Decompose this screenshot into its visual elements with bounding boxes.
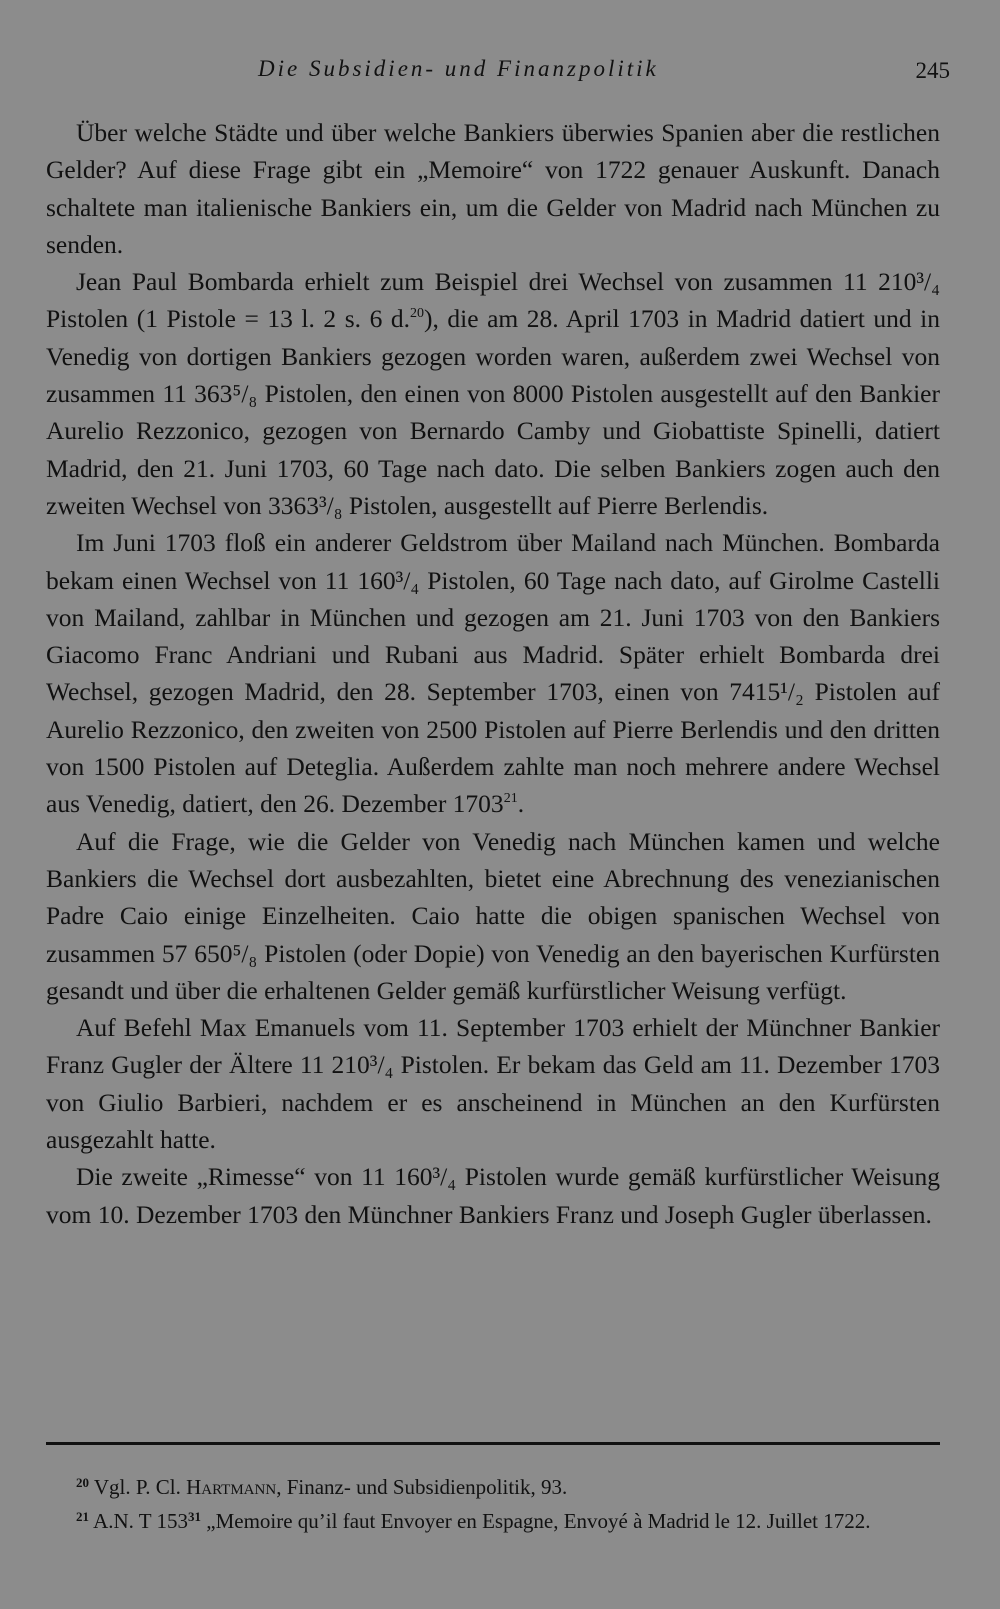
paragraph-text: Jean Paul Bombarda erhielt zum Beispiel drei Wechsel von zusammen 11 210³/₄ Pistolen (1 Pistole = 13 l. 2 s. 6 d.	[46, 267, 940, 334]
paragraph	[46, 114, 940, 263]
paragraph	[46, 1158, 940, 1233]
footnote-superscript: 31	[188, 1509, 201, 1524]
paragraph	[46, 823, 940, 1009]
footnote-number: 21	[76, 1509, 89, 1524]
footnote-text: „Memoire qu’il faut Envoyer en Espagne, Envoyé à Madrid le 12. Juillet 1722.	[206, 1509, 871, 1533]
footnote-item	[46, 1502, 940, 1536]
paragraph-text: Im Juni 1703 floß ein anderer Geldstrom über Mailand nach München. Bombarda bekam einen Wechsel von 11 160³/₄ Pistolen, 60 Tage nach dato, auf Girolme Castelli von Mailand, zahlbar in München und gezogen am 21. Juni 1703 von den Bankiers Giacomo Franc Andriani und Rubani aus Madrid. Später erhielt Bombarda drei Wechsel, gezogen Madrid, den 28. September 1703, einen von 7415¹/₂ Pistolen auf Aurelio Rezzonico, den zweiten von 2500 Pistolen auf Pierre Berlendis und den dritten von 1500 Pistolen auf Deteglia. Außerdem zahlte man noch mehrere andere Wechsel aus Venedig, datiert, den 26. Dezember 1703	[46, 528, 940, 819]
footnote-reference[interactable]: 21	[503, 791, 518, 807]
footnote-author: Hartmann	[186, 1475, 277, 1499]
page-number: 245	[915, 58, 950, 83]
footnote-item	[46, 1468, 940, 1502]
footnotes	[46, 1468, 940, 1536]
paragraph-text: Über welche Städte und über welche Bankiers überwies Spanien aber die restlichen Gelder? Auf diese Frage gibt ein „Memoire“ von 1722 genauer Auskunft. Danach schaltete man italienische Bankiers ein, um die Gelder von Madrid nach München zu senden.	[46, 118, 940, 259]
running-title: Die Subsidien- und Finanzpolitik	[258, 56, 659, 81]
paragraph-text: ), die am 28. April 1703 in Madrid datiert und in Venedig von dortigen Bankiers gezogen worden waren, außerdem zwei Wechsel von zusammen 11 363⁵/₈ Pistolen, den einen von 8000 Pistolen ausgestellt auf den Bankier Aurelio Rezzonico, gezogen von Bernardo Camby und Giobattiste Spinelli, datiert Madrid, den 21. Juni 1703, 60 Tage nach dato. Die selben Bankiers zogen auch den zweiten Wechsel von 3363³/₈ Pistolen, ausgestellt auf Pierre Berlendis.	[46, 304, 940, 520]
paragraph-text: .	[517, 789, 525, 819]
paragraph	[46, 263, 940, 524]
footnote-text: , Finanz- und Subsidienpolitik, 93.	[276, 1475, 568, 1499]
body-text	[46, 114, 940, 1233]
footnote-prefix: A.N. T 153	[93, 1509, 188, 1533]
paragraph	[46, 1009, 940, 1158]
footnote-prefix: Vgl. P. Cl.	[93, 1475, 181, 1499]
paragraph-text: Die zweite „Rimesse“ von 11 160³/₄ Pistolen wurde gemäß kurfürstlicher Weisung vom 10. Dezember 1703 den Münchner Bankiers Franz und Joseph Gugler überlassen.	[46, 1162, 940, 1229]
footnote-number: 20	[76, 1475, 89, 1490]
paragraph-text: Auf die Frage, wie die Gelder von Venedig nach München kamen und welche Bankiers die Wechsel dort ausbezahlten, bietet eine Abrechnung des venezianischen Padre Caio einige Einzelheiten. Caio hatte die obigen spanischen Wechsel von zusammen 57 650⁵/₈ Pistolen (oder Dopie) von Venedig an den bayerischen Kurfürsten gesandt und über die erhaltenen Gelder gemäß kurfürstlicher Weisung verfügt.	[46, 826, 940, 1005]
footnote-reference[interactable]: 20	[409, 306, 424, 322]
running-head	[258, 56, 950, 88]
footnote-divider	[46, 1442, 940, 1445]
paragraph-text: Auf Befehl Max Emanuels vom 11. September 1703 erhielt der Münchner Bankier Franz Gugler der Ältere 11 210³/₄ Pistolen. Er bekam das Geld am 11. Dezember 1703 von Giulio Barbieri, nachdem er es anscheinend in München an den Kurfürsten ausgezahlt hatte.	[46, 1013, 940, 1155]
paragraph	[46, 524, 940, 822]
